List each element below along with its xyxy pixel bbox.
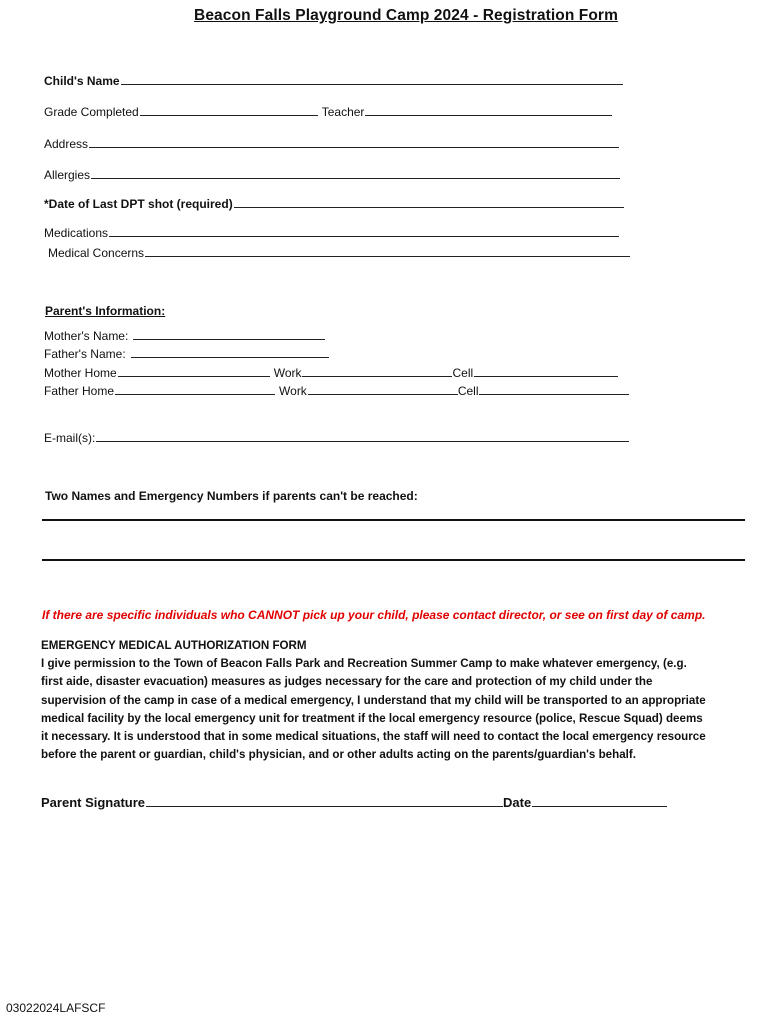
- father-phones-row: [44, 384, 629, 398]
- authorization-line: supervision of the camp in case of a medical emergency, I understand that my child will be transported to an appropriate: [41, 693, 706, 707]
- signature-row: [41, 795, 667, 810]
- allergies-row: [44, 168, 620, 182]
- father-cell-label: Cell: [457, 384, 479, 398]
- medications-field[interactable]: [109, 226, 619, 237]
- allergies-label: Allergies: [44, 168, 91, 182]
- grade-completed-field[interactable]: [140, 105, 318, 116]
- mother-cell-field[interactable]: [474, 366, 618, 377]
- dpt-date-label: *Date of Last DPT shot (required): [44, 197, 233, 211]
- footer-code: 03022024LAFSCF: [6, 1001, 106, 1015]
- father-home-label: Father Home: [44, 384, 115, 398]
- father-home-field[interactable]: [115, 384, 275, 395]
- emergency-contact-line-2[interactable]: [42, 559, 745, 561]
- father-name-row: [44, 347, 329, 361]
- authorization-line: it necessary. It is understood that in some medical situations, the staff will need to contact the local emergency resource: [41, 730, 706, 744]
- medications-label: Medications: [44, 226, 109, 240]
- address-label: Address: [44, 137, 89, 151]
- emails-row: [44, 431, 629, 445]
- emergency-contacts-heading: Two Names and Emergency Numbers if parents can't be reached:: [45, 489, 418, 503]
- emails-field[interactable]: [96, 431, 629, 442]
- father-cell-field[interactable]: [479, 384, 629, 395]
- parents-heading: Parent's Information:: [45, 304, 166, 318]
- date-field[interactable]: [532, 795, 667, 807]
- authorization-line: medical facility by the local emergency unit for treatment if the local emergency resource (police, Rescue Squad) deems: [41, 711, 703, 725]
- emergency-contact-line-1[interactable]: [42, 519, 745, 521]
- allergies-field[interactable]: [91, 168, 620, 179]
- teacher-field[interactable]: [365, 105, 612, 116]
- dpt-row: [44, 197, 624, 211]
- pickup-notice: If there are specific individuals who CANNOT pick up your child, please contact director, or see on first day of camp.: [42, 608, 706, 622]
- mother-cell-label: Cell: [452, 366, 474, 380]
- father-name-label: Father's Name:: [44, 347, 126, 361]
- mother-work-field[interactable]: [302, 366, 452, 377]
- child-name-label: Child's Name: [44, 74, 120, 88]
- medications-row: [44, 226, 619, 240]
- mother-name-field[interactable]: [133, 329, 325, 340]
- mother-work-label: Work: [273, 366, 302, 380]
- parent-signature-label: Parent Signature: [41, 795, 146, 810]
- mother-phones-row: [44, 366, 618, 380]
- grade-completed-label: Grade Completed: [44, 105, 139, 119]
- grade-teacher-row: [44, 105, 612, 119]
- address-row: [44, 137, 619, 151]
- address-field[interactable]: [89, 137, 619, 148]
- medical-concerns-label: Medical Concerns: [48, 246, 145, 260]
- authorization-line: first aide, disaster evacuation) measures as judges necessary for the care and protection of my child under the: [41, 675, 653, 689]
- medical-concerns-field[interactable]: [145, 246, 630, 257]
- authorization-heading: EMERGENCY MEDICAL AUTHORIZATION FORM: [41, 639, 307, 652]
- child-name-row: [44, 74, 623, 88]
- mother-name-label: Mother's Name:: [44, 329, 129, 343]
- dpt-date-field[interactable]: [234, 197, 624, 208]
- mother-home-field[interactable]: [118, 366, 270, 377]
- father-work-field[interactable]: [308, 384, 458, 395]
- teacher-label: Teacher: [321, 105, 365, 119]
- father-work-label: Work: [279, 384, 307, 398]
- authorization-line: I give permission to the Town of Beacon Falls Park and Recreation Summer Camp to make whatever emergency, (e.g.: [41, 657, 687, 671]
- parent-signature-field[interactable]: [146, 795, 503, 807]
- mother-name-row: [44, 329, 325, 343]
- date-label: Date: [503, 795, 532, 810]
- emails-label: E-mail(s):: [44, 431, 96, 445]
- mother-home-label: Mother Home: [44, 366, 117, 380]
- authorization-line: before the parent or guardian, child's physician, and or other adults acting on the parents/guardian's behalf.: [41, 748, 636, 762]
- medical-authorization: [41, 637, 751, 764]
- form-title: Beacon Falls Playground Camp 2024 - Registration Form: [194, 7, 618, 24]
- medical-concerns-row: [48, 246, 630, 260]
- father-name-field[interactable]: [131, 347, 329, 358]
- child-name-field[interactable]: [121, 74, 623, 85]
